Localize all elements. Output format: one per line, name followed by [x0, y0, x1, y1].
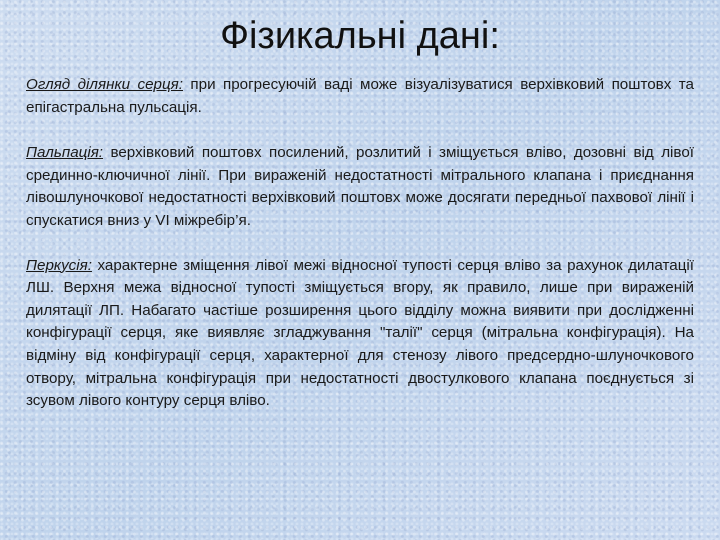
paragraph-text-inspection: при прогресуючій ваді може візуалізуватися верхівковий поштовх та епігастральна пульсація.	[26, 76, 694, 116]
slide-content	[26, 74, 694, 436]
paragraph-percussion	[26, 255, 694, 413]
paragraph-label-inspection: Огляд ділянки серця:	[26, 76, 183, 93]
paragraph-label-palpation: Пальпація:	[26, 144, 104, 162]
paragraph-text-palpation: верхівковий поштовх посилений, розлитий і зміщується вліво, дозовні від лівої срединно-ключичної лінії. При вираженій недостатності мітрального клапана і приєднання лівошлуночкової недостатності верхівковий поштовх може досягати передньої пахвової лінії і спускатися вниз у VI міжребір’я.	[26, 144, 694, 229]
paragraph-palpation	[26, 142, 694, 232]
paragraph-inspection	[26, 74, 694, 119]
slide-title: Фізикальні дані:	[220, 15, 500, 57]
paragraph-text-percussion: характерне зміщення лівої межі відносної тупості серця вліво за рахунок дилатації ЛШ. Верхня межа відносної тупості зміщується вгору, як правило, лише при вираженій дилятації ЛП. Набагато частіше розширення цього відділу можна виявити при дослідженні конфігурації серця, яке виявляє згладжування "талії" серця (мітральна конфігурація). На відміну від конфігурації серця, характерної для стенозу лівого предсердно-шлуночкового отвору, мітральна конфігурація при недостатності двостулкового клапана поєднується зі зсувом лівого контуру серця вліво.	[26, 256, 694, 410]
paragraph-label-percussion: Перкусія:	[26, 256, 92, 274]
